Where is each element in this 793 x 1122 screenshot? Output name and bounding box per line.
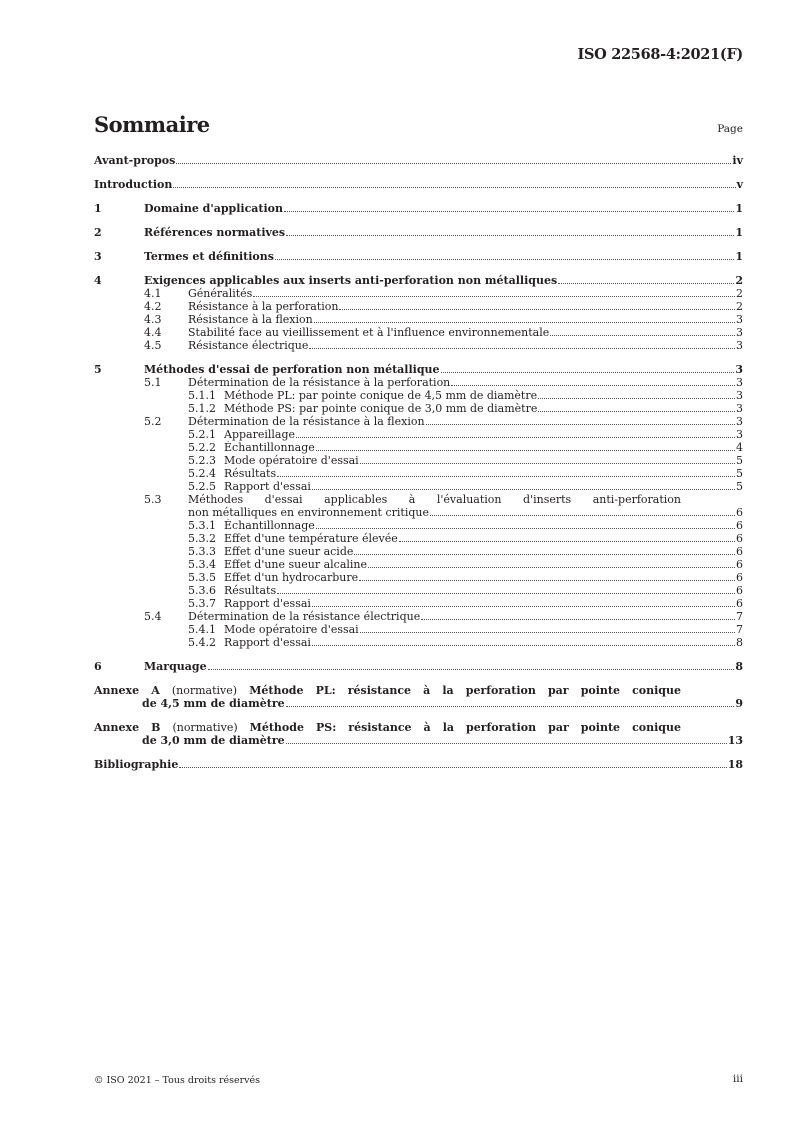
page-number: 1 [735, 226, 743, 239]
annex-title: Méthode PL: résistance à la perforation par pointe conique [249, 684, 681, 697]
page-number: 6 [736, 545, 743, 558]
dot-leader [441, 371, 735, 373]
wrapped-line-2: de 3,0 mm de diamètre 13 [142, 734, 743, 747]
dot-leader [176, 162, 731, 164]
page-number: 5 [736, 480, 743, 493]
page-number: 9 [735, 697, 743, 710]
page-title: Sommaire [94, 112, 210, 137]
page-number: 3 [736, 415, 743, 428]
toc-entry-4[interactable]: 4 Exigences applicables aux inserts anti-perforation non métalliques 2 [94, 274, 743, 287]
toc-entry-4-3[interactable]: 4.3 Résistance à la flexion 3 [144, 313, 743, 326]
dot-leader [360, 631, 735, 633]
dot-leader [451, 384, 735, 386]
page-number: 6 [736, 558, 743, 571]
toc-entry-5-3-3[interactable]: 5.3.3 Effet d'une sueur acide 6 [188, 545, 743, 558]
toc-entry-5-3-1[interactable]: 5.3.1 Échantillonnage 6 [188, 519, 743, 532]
dot-leader [296, 436, 735, 438]
dot-leader [354, 553, 735, 555]
page-number: 5 [736, 454, 743, 467]
dot-leader [208, 668, 735, 670]
section-number: 4 [94, 274, 102, 287]
page-number: 18 [727, 758, 743, 771]
page-number: 2 [735, 274, 743, 287]
toc-entry-2[interactable]: 2 Références normatives 1 [94, 226, 743, 239]
section-number: 4.5 [144, 339, 162, 352]
section-number: 5.4 [144, 610, 162, 623]
dot-leader [312, 644, 735, 646]
section-number: 2 [94, 226, 102, 239]
wrapped-line-2: non métalliques en environnement critique 6 [188, 506, 743, 519]
standard-identifier: ISO 22568-4:2021(F) [577, 46, 743, 63]
page-number: 7 [736, 623, 743, 636]
page-number: 2 [736, 287, 743, 300]
toc-entry-5-2-5[interactable]: 5.2.5 Rapport d'essai 5 [188, 480, 743, 493]
page-number: 6 [736, 532, 743, 545]
dot-leader [430, 514, 735, 516]
section-number: 4.3 [144, 313, 162, 326]
toc-entry-3[interactable]: 3 Termes et définitions 1 [94, 250, 743, 263]
wrapped-line-1 [94, 684, 743, 697]
wrapped-line-1: 5.3 Méthodes d'essai applicables à l'évaluation d'inserts anti-perforation [144, 493, 681, 506]
page-number: 3 [736, 326, 743, 339]
dot-leader [426, 423, 735, 425]
dot-leader [284, 210, 734, 212]
section-number: 5.1 [144, 376, 162, 389]
page-number: 4 [736, 441, 743, 454]
page-number: 2 [736, 300, 743, 313]
dot-leader [312, 488, 735, 490]
page-column-label: Page [717, 123, 743, 135]
page-number: 3 [736, 339, 743, 352]
dot-leader [316, 527, 735, 529]
section-number: 4.4 [144, 326, 162, 339]
toc-entry-4-4[interactable]: 4.4 Stabilité face au vieillissement et à l'influence environnementale 3 [144, 326, 743, 339]
section-number: 5.1.2 [188, 402, 216, 415]
toc-entry-4-2[interactable]: 4.2 Résistance à la perforation 2 [144, 300, 743, 313]
dot-leader [421, 618, 735, 620]
dot-leader [339, 308, 735, 310]
dot-leader [360, 462, 735, 464]
page-number: 3 [736, 313, 743, 326]
dot-leader [286, 234, 734, 236]
page-number: 3 [736, 376, 743, 389]
section-number: 5.2.3 [188, 454, 216, 467]
section-number: 5.2.2 [188, 441, 216, 454]
dot-leader [275, 258, 734, 260]
wrapped-line-1 [94, 721, 743, 734]
section-number: 5.3 [144, 493, 162, 506]
section-number: 5.3.2 [188, 532, 216, 545]
toc-entry-bibliographie[interactable]: Bibliographie 18 [94, 758, 743, 771]
toc-entry-5-1-1[interactable]: 5.1.1 Méthode PL: par pointe conique de 4,5 mm de diamètre 3 [188, 389, 743, 402]
toc-entry-5-1-2[interactable]: 5.1.2 Méthode PS: par pointe conique de 3,0 mm de diamètre 3 [188, 402, 743, 415]
title-row [94, 112, 743, 137]
page-number: 3 [736, 389, 743, 402]
dot-leader [312, 605, 735, 607]
page-number: 6 [736, 597, 743, 610]
page-number: 8 [735, 660, 743, 673]
section-number: 5.2.4 [188, 467, 216, 480]
dot-leader [173, 186, 735, 188]
page-number: iv [732, 154, 743, 167]
toc-entry-5-2-3[interactable]: 5.2.3 Mode opératoire d'essai 5 [188, 454, 743, 467]
dot-leader [286, 705, 735, 707]
toc-entry-6[interactable]: 6 Marquage 8 [94, 660, 743, 673]
dot-leader [286, 742, 727, 744]
section-number: 5.4.2 [188, 636, 216, 649]
toc-entry-avant-propos[interactable]: Avant-propos iv [94, 154, 743, 167]
annex-qualifier: (normative) [171, 684, 238, 697]
page-number: 6 [736, 506, 743, 519]
toc-entry-annex-a[interactable] [94, 684, 743, 710]
toc-entry-annex-b[interactable] [94, 721, 743, 747]
dot-leader [550, 334, 735, 336]
toc-entry-introduction[interactable]: Introduction v [94, 178, 743, 191]
wrapped-line-2: de 4,5 mm de diamètre 9 [142, 697, 743, 710]
copyright-notice: © ISO 2021 – Tous droits réservés [94, 1075, 261, 1086]
page-number: 6 [736, 571, 743, 584]
annex-label: Annexe A [94, 684, 160, 697]
toc-entry-5[interactable]: 5 Méthodes d'essai de perforation non métallique 3 [94, 363, 743, 376]
page-number: 6 [736, 519, 743, 532]
section-number: 5.2.1 [188, 428, 216, 441]
toc-entry-5-3-5[interactable]: 5.3.5 Effet d'un hydrocarbure 6 [188, 571, 743, 584]
toc-entry-5-1[interactable]: 5.1 Détermination de la résistance à la perforation 3 [144, 376, 743, 389]
page-number-footer: iii [732, 1073, 743, 1085]
dot-leader [368, 566, 735, 568]
page-number: 3 [735, 363, 743, 376]
dot-leader [309, 347, 735, 349]
toc-entry-5-2[interactable]: 5.2 Détermination de la résistance à la flexion 3 [144, 415, 743, 428]
annex-label: Annexe B [94, 721, 161, 734]
toc-entry-5-2-4[interactable]: 5.2.4 Résultats 5 [188, 467, 743, 480]
section-number: 5.3.7 [188, 597, 216, 610]
section-number: 3 [94, 250, 102, 263]
section-number: 5.3.4 [188, 558, 216, 571]
toc-entry-5-2-2[interactable]: 5.2.2 Échantillonnage 4 [188, 441, 743, 454]
section-number: 4.2 [144, 300, 162, 313]
page-number: 3 [736, 402, 743, 415]
page-number: 3 [736, 428, 743, 441]
section-number: 4.1 [144, 287, 162, 300]
section-number: 5.1.1 [188, 389, 216, 402]
toc-entry-5-3-7[interactable]: 5.3.7 Rapport d'essai 6 [188, 597, 743, 610]
section-number: 5.2 [144, 415, 162, 428]
page-number: 5 [736, 467, 743, 480]
toc-entry-5-3-2[interactable]: 5.3.2 Effet d'une température élevée 6 [188, 532, 743, 545]
toc-entry-5-2-1[interactable]: 5.2.1 Appareillage 3 [188, 428, 743, 441]
section-number: 5.2.5 [188, 480, 216, 493]
page-number: 1 [735, 202, 743, 215]
toc-entry-4-1[interactable]: 4.1 Généralités 2 [144, 287, 743, 300]
dot-leader [277, 475, 735, 477]
page-number: 13 [727, 734, 743, 747]
toc-entry-5-3[interactable] [94, 493, 743, 519]
toc-entry-5-3-6[interactable]: 5.3.6 Résultats 6 [188, 584, 743, 597]
annex-qualifier: (normative) [172, 721, 238, 734]
dot-leader [316, 449, 735, 451]
section-number: 6 [94, 660, 102, 673]
toc-entry-4-5[interactable]: 4.5 Résistance électrique 3 [144, 339, 743, 352]
toc-entry-5-3-4[interactable]: 5.3.4 Effet d'une sueur alcaline 6 [188, 558, 743, 571]
dot-leader [314, 321, 735, 323]
section-number: 1 [94, 202, 102, 215]
page-number: 6 [736, 584, 743, 597]
annex-title: Méthode PS: résistance à la perforation par pointe conique [249, 721, 681, 734]
section-number: 5.3.6 [188, 584, 216, 597]
page-number: 8 [736, 636, 743, 649]
section-number: 5.4.1 [188, 623, 216, 636]
section-number: 5.3.1 [188, 519, 216, 532]
dot-leader [538, 397, 735, 399]
dot-leader [179, 766, 726, 768]
page-number: 1 [735, 250, 743, 263]
toc-entry-5-4[interactable]: 5.4 Détermination de la résistance électrique 7 [144, 610, 743, 623]
dot-leader [538, 410, 735, 412]
page-number: 7 [736, 610, 743, 623]
dot-leader [277, 592, 735, 594]
dot-leader [253, 295, 735, 297]
section-number: 5 [94, 363, 102, 376]
page-number: v [736, 178, 743, 191]
section-number: 5.3.3 [188, 545, 216, 558]
dot-leader [399, 540, 735, 542]
dot-leader [558, 282, 734, 284]
section-number: 5.3.5 [188, 571, 216, 584]
toc-entry-5-4-1[interactable]: 5.4.1 Mode opératoire d'essai 7 [188, 623, 743, 636]
table-of-contents [94, 154, 743, 771]
dot-leader [359, 579, 735, 581]
toc-entry-5-4-2[interactable]: 5.4.2 Rapport d'essai 8 [188, 636, 743, 649]
toc-entry-1[interactable]: 1 Domaine d'application 1 [94, 202, 743, 215]
